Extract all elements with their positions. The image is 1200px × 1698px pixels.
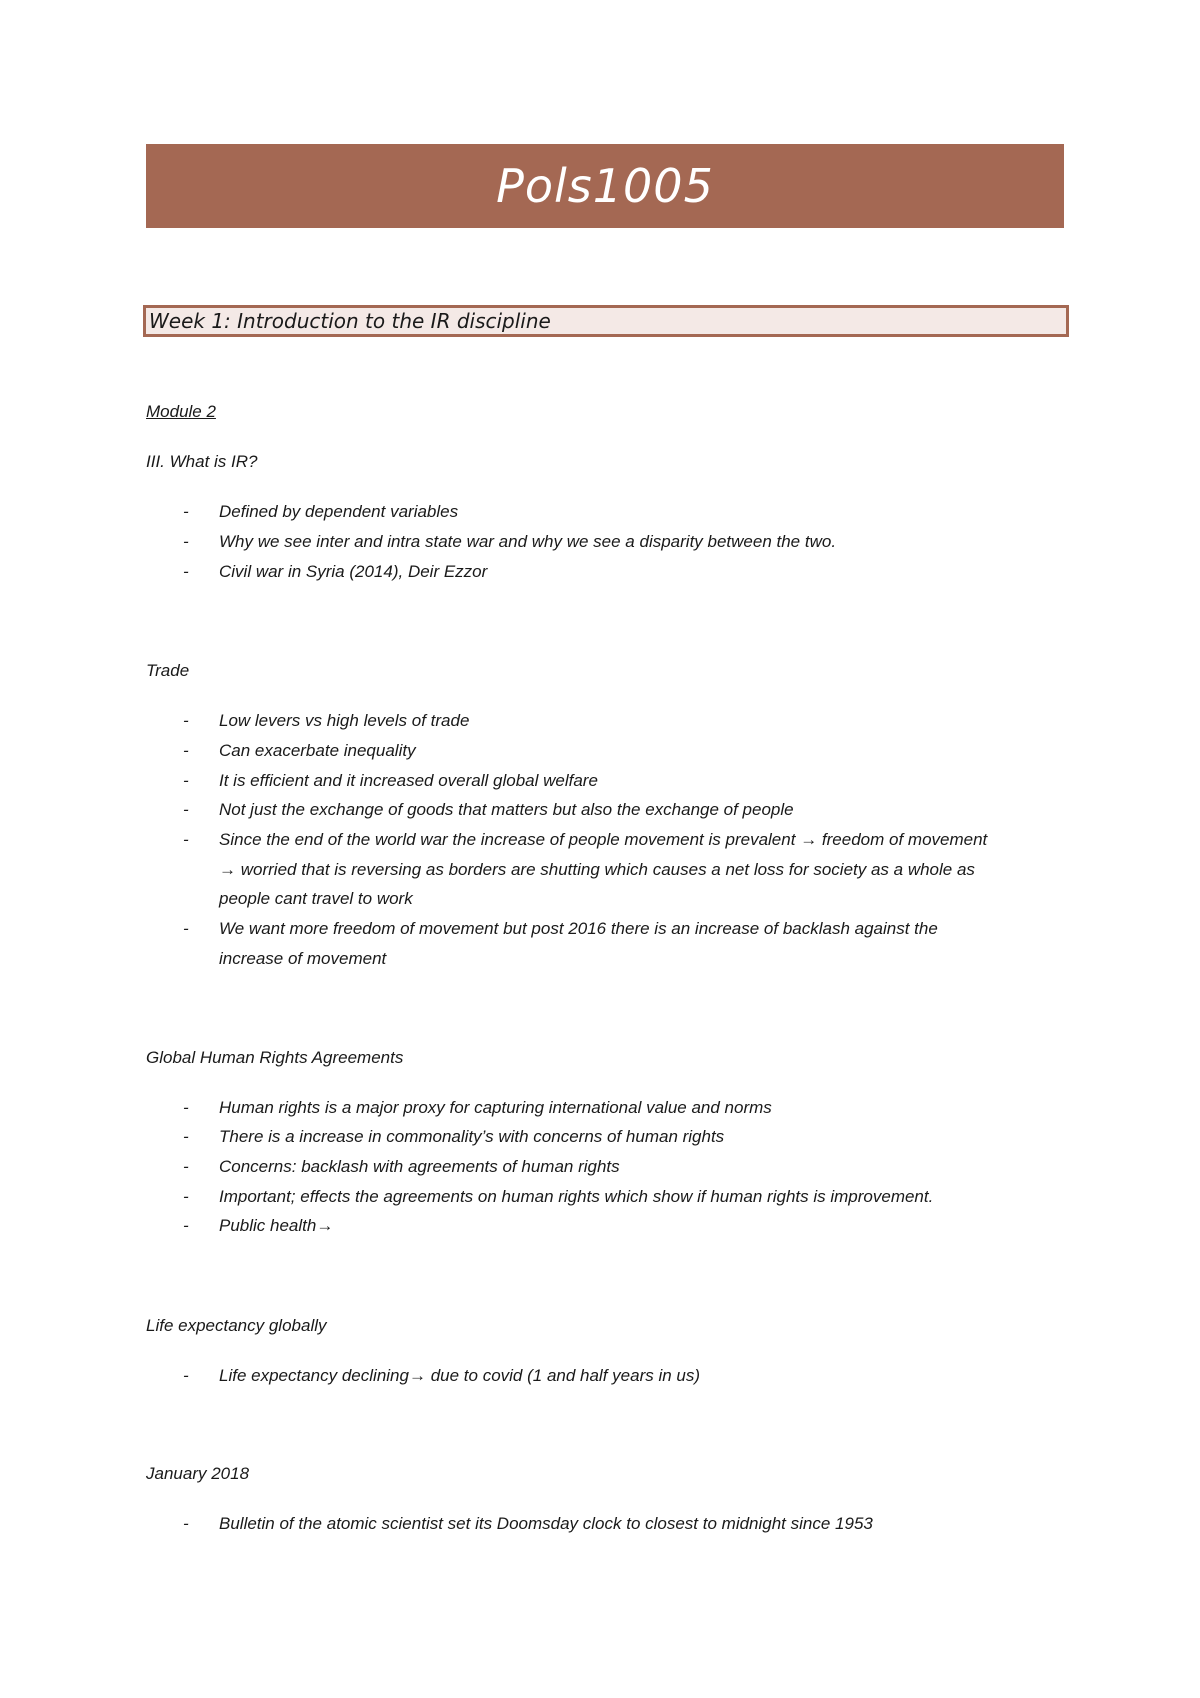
list-item [219, 1365, 700, 1387]
bullet-dash: - [183, 562, 189, 581]
list-item: There is a increase in commonality’s with concerns of human rights [219, 1127, 725, 1146]
list-item: Human rights is a major proxy for capturing international value and norms [219, 1098, 772, 1117]
module-subheading: III. What is IR? [146, 452, 258, 471]
list-item-continuation [219, 859, 975, 881]
list-item: Low levers vs high levels of trade [219, 711, 470, 730]
arrow-right-icon: → [800, 830, 818, 849]
list-item-text: Life expectancy declining [219, 1366, 409, 1385]
list-item: Civil war in Syria (2014), Deir Ezzor [219, 562, 488, 581]
list-item-continuation: increase of movement [219, 949, 387, 968]
human-rights-heading: Global Human Rights Agreements [146, 1048, 404, 1067]
list-item-text: worried that is reversing as borders are shutting which causes a net loss for society as a whole as [240, 860, 975, 879]
bullet-dash: - [183, 502, 189, 521]
bullet-dash: - [183, 771, 189, 790]
list-item: Concerns: backlash with agreements of human rights [219, 1157, 620, 1176]
arrow-right-icon: → [408, 1366, 426, 1385]
title-banner [146, 144, 1064, 228]
bullet-dash: - [183, 711, 189, 730]
list-item [219, 1215, 333, 1237]
list-item: Defined by dependent variables [219, 502, 459, 521]
list-item: It is efficient and it increased overall global welfare [219, 771, 598, 790]
bullet-dash: - [183, 741, 189, 760]
list-item-text: Since the end of the world war the increase of people movement is prevalent [219, 830, 796, 849]
list-item-text: due to covid (1 and half years in us) [430, 1366, 701, 1385]
bullet-dash: - [183, 1514, 189, 1533]
bullet-dash: - [183, 532, 189, 551]
list-item-continuation: people cant travel to work [219, 889, 413, 908]
arrow-right-icon: → [219, 860, 236, 879]
list-item: Bulletin of the atomic scientist set its Doomsday clock to closest to midnight since 1953 [219, 1514, 873, 1533]
bullet-dash: - [183, 1187, 189, 1206]
list-item: Why we see inter and intra state war and why we see a disparity between the two. [219, 532, 837, 551]
bullet-dash: - [183, 1127, 189, 1146]
bullet-dash: - [183, 1157, 189, 1176]
bullet-dash: - [183, 919, 189, 938]
list-item-text: Public health [219, 1216, 317, 1235]
document-title: Pols1005 [496, 159, 714, 213]
bullet-dash: - [183, 1366, 189, 1385]
trade-heading: Trade [146, 661, 190, 680]
week-heading: Week 1: Introduction to the IR discipline [149, 309, 551, 333]
module-heading: Module 2 [146, 402, 216, 421]
list-item: Important; effects the agreements on human rights which show if human rights is improvement. [219, 1187, 934, 1206]
january-heading: January 2018 [146, 1464, 250, 1483]
list-item [219, 829, 987, 851]
list-item: We want more freedom of movement but post 2016 there is an increase of backlash against the [219, 919, 938, 938]
bullet-dash: - [183, 800, 189, 819]
bullet-dash: - [183, 830, 189, 849]
bullet-dash: - [183, 1216, 189, 1235]
list-item-text: freedom of movement [821, 830, 988, 849]
bullet-dash: - [183, 1098, 189, 1117]
life-expectancy-heading: Life expectancy globally [146, 1316, 327, 1335]
list-item: Can exacerbate inequality [219, 741, 416, 760]
week-heading-box [143, 305, 1069, 337]
arrow-right-icon: → [316, 1216, 334, 1235]
list-item: Not just the exchange of goods that matters but also the exchange of people [219, 800, 794, 819]
